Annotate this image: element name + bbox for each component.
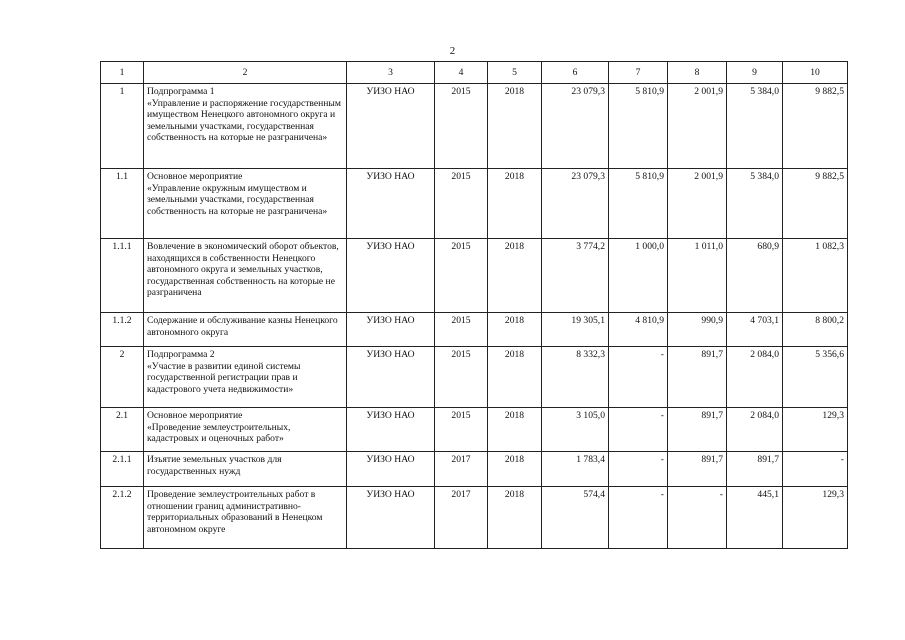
table-row — [101, 487, 848, 549]
cell-name: Вовлечение в экономический оборот объектов, находящихся в собственности Ненецкого автономного округа и земельных участков, государственная собственность на которые не разграничена — [144, 239, 347, 313]
cell-y2018: 129,3 — [783, 408, 848, 452]
cell-y2016: 891,7 — [668, 408, 727, 452]
cell-start: 2015 — [435, 84, 488, 169]
column-header: 7 — [609, 62, 668, 84]
cell-name: Основное мероприятие «Проведение землеустроительных, кадастровых и оценочных работ» — [144, 408, 347, 452]
cell-y2018: - — [783, 452, 848, 487]
cell-y2015: - — [609, 347, 668, 408]
cell-y2017: 891,7 — [727, 452, 783, 487]
table-row — [101, 347, 848, 408]
cell-code: 1.1.2 — [101, 313, 144, 347]
cell-executor: УИЗО НАО — [347, 84, 435, 169]
cell-y2015: - — [609, 408, 668, 452]
cell-code: 1.1.1 — [101, 239, 144, 313]
cell-y2016: 1 011,0 — [668, 239, 727, 313]
cell-executor: УИЗО НАО — [347, 452, 435, 487]
cell-start: 2015 — [435, 347, 488, 408]
cell-end: 2018 — [488, 408, 542, 452]
cell-code: 1 — [101, 84, 144, 169]
cell-y2018: 8 800,2 — [783, 313, 848, 347]
cell-y2017: 2 084,0 — [727, 347, 783, 408]
cell-start: 2017 — [435, 487, 488, 549]
cell-y2017: 445,1 — [727, 487, 783, 549]
cell-name: Содержание и обслуживание казны Ненецкого автономного округа — [144, 313, 347, 347]
cell-y2015: - — [609, 487, 668, 549]
table-row — [101, 239, 848, 313]
cell-executor: УИЗО НАО — [347, 239, 435, 313]
cell-total: 3 774,2 — [542, 239, 609, 313]
cell-code: 1.1 — [101, 169, 144, 239]
cell-total: 23 079,3 — [542, 169, 609, 239]
cell-y2016: 2 001,9 — [668, 84, 727, 169]
cell-start: 2015 — [435, 239, 488, 313]
cell-executor: УИЗО НАО — [347, 408, 435, 452]
cell-total: 8 332,3 — [542, 347, 609, 408]
column-header: 8 — [668, 62, 727, 84]
budget-table — [100, 61, 848, 549]
column-header: 1 — [101, 62, 144, 84]
cell-code: 2 — [101, 347, 144, 408]
header-row — [101, 62, 848, 84]
cell-code: 2.1.1 — [101, 452, 144, 487]
cell-y2018: 9 882,5 — [783, 169, 848, 239]
cell-y2015: 4 810,9 — [609, 313, 668, 347]
cell-name: Подпрограмма 2 «Участие в развитии единой системы государственной регистрации прав и кадастрового учета недвижимости» — [144, 347, 347, 408]
column-header: 2 — [144, 62, 347, 84]
cell-y2017: 5 384,0 — [727, 169, 783, 239]
cell-y2016: 2 001,9 — [668, 169, 727, 239]
cell-start: 2015 — [435, 408, 488, 452]
cell-start: 2015 — [435, 169, 488, 239]
cell-y2016: 891,7 — [668, 452, 727, 487]
cell-end: 2018 — [488, 239, 542, 313]
cell-start: 2015 — [435, 313, 488, 347]
cell-code: 2.1.2 — [101, 487, 144, 549]
cell-end: 2018 — [488, 487, 542, 549]
cell-y2017: 680,9 — [727, 239, 783, 313]
cell-y2015: 1 000,0 — [609, 239, 668, 313]
cell-total: 23 079,3 — [542, 84, 609, 169]
cell-y2018: 9 882,5 — [783, 84, 848, 169]
cell-end: 2018 — [488, 84, 542, 169]
cell-total: 19 305,1 — [542, 313, 609, 347]
cell-executor: УИЗО НАО — [347, 313, 435, 347]
table-row — [101, 84, 848, 169]
cell-y2015: 5 810,9 — [609, 84, 668, 169]
cell-code: 2.1 — [101, 408, 144, 452]
cell-end: 2018 — [488, 313, 542, 347]
column-header: 5 — [488, 62, 542, 84]
cell-name: Основное мероприятие «Управление окружным имуществом и земельными участками, государственная собственность на которые не разграничена» — [144, 169, 347, 239]
table-row — [101, 169, 848, 239]
cell-name: Изъятие земельных участков для государственных нужд — [144, 452, 347, 487]
cell-end: 2018 — [488, 452, 542, 487]
cell-y2015: - — [609, 452, 668, 487]
cell-y2016: 990,9 — [668, 313, 727, 347]
cell-y2016: - — [668, 487, 727, 549]
page-number: 2 — [449, 45, 456, 57]
column-header: 9 — [727, 62, 783, 84]
cell-y2016: 891,7 — [668, 347, 727, 408]
cell-name: Подпрограмма 1 «Управление и распоряжение государственным имуществом Ненецкого автономного округа и земельными участками, государственная собственность на которые не разграничена» — [144, 84, 347, 169]
table-row — [101, 313, 848, 347]
column-header: 3 — [347, 62, 435, 84]
table-row — [101, 452, 848, 487]
cell-y2018: 1 082,3 — [783, 239, 848, 313]
cell-executor: УИЗО НАО — [347, 347, 435, 408]
column-header: 10 — [783, 62, 848, 84]
cell-y2015: 5 810,9 — [609, 169, 668, 239]
cell-end: 2018 — [488, 347, 542, 408]
cell-executor: УИЗО НАО — [347, 169, 435, 239]
column-header: 4 — [435, 62, 488, 84]
cell-total: 574,4 — [542, 487, 609, 549]
cell-y2018: 129,3 — [783, 487, 848, 549]
cell-end: 2018 — [488, 169, 542, 239]
table-row — [101, 408, 848, 452]
column-header: 6 — [542, 62, 609, 84]
cell-y2018: 5 356,6 — [783, 347, 848, 408]
cell-total: 3 105,0 — [542, 408, 609, 452]
cell-total: 1 783,4 — [542, 452, 609, 487]
cell-y2017: 2 084,0 — [727, 408, 783, 452]
cell-start: 2017 — [435, 452, 488, 487]
table-body — [101, 84, 848, 549]
cell-name: Проведение землеустроительных работ в отношении границ административно-территориальных образований в Ненецком автономном округе — [144, 487, 347, 549]
cell-y2017: 5 384,0 — [727, 84, 783, 169]
cell-y2017: 4 703,1 — [727, 313, 783, 347]
cell-executor: УИЗО НАО — [347, 487, 435, 549]
